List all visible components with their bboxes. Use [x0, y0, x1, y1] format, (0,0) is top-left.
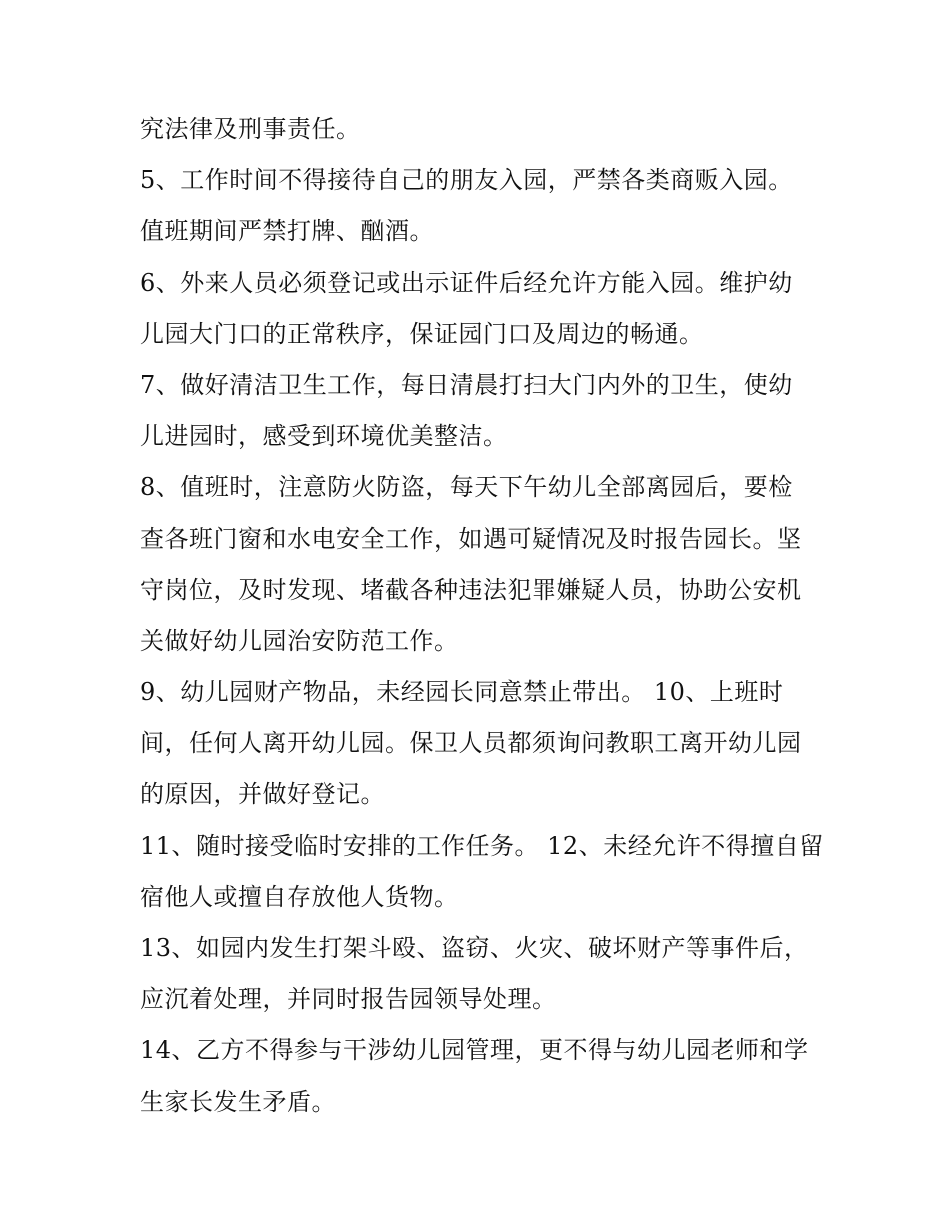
- text-line: 应沉着处理，并同时报告园领导处理。: [140, 985, 557, 1014]
- text-line: 究法律及刑事责任。: [140, 115, 361, 143]
- text-line: 11、随时接受临时安排的工作任务。 12、未经允许不得擅自留: [140, 831, 824, 860]
- text-line: 间，任何人离开幼儿园。保卫人员都须询问教职工离开幼儿园: [140, 729, 802, 758]
- text-line: 关做好幼儿园治安防范工作。: [140, 626, 459, 655]
- text-line: 14、乙方不得参与干涉幼儿园管理，更不得与幼儿园老师和学: [140, 1036, 809, 1065]
- text-line: 生家长发生矛盾。: [140, 1087, 336, 1116]
- text-line: 守岗位，及时发现、堵截各种违法犯罪嫌疑人员，协助公安机: [140, 575, 802, 604]
- text-line: 查各班门窗和水电安全工作，如遇可疑情况及时报告园长。坚: [140, 524, 802, 553]
- text-line: 儿园大门口的正常秩序，保证园门口及周边的畅通。: [140, 319, 704, 348]
- text-line: 值班期间严禁打牌、酗酒。: [140, 217, 434, 246]
- text-line: 宿他人或擅自存放他人货物。: [140, 882, 459, 911]
- document-body: [140, 104, 824, 1128]
- text-line: 9、幼儿园财产物品，未经园长同意禁止带出。 10、上班时: [140, 678, 784, 707]
- text-line: 儿进园时，感受到环境优美整洁。: [140, 422, 508, 451]
- text-line: 7、做好清洁卫生工作，每日清晨打扫大门内外的卫生，使幼: [140, 370, 793, 399]
- text-line: 的原因，并做好登记。: [140, 780, 385, 809]
- text-line: 5、工作时间不得接待自己的朋友入园，严禁各类商贩入园。: [140, 166, 793, 195]
- text-line: 13、如园内发生打架斗殴、盗窃、火灾、破坏财产等事件后，: [140, 934, 809, 962]
- text-line: 8、值班时，注意防火防盗，每天下午幼儿全部离园后，要检: [140, 473, 793, 502]
- text-line: 6、外来人员必须登记或出示证件后经允许方能入园。维护幼: [140, 268, 793, 297]
